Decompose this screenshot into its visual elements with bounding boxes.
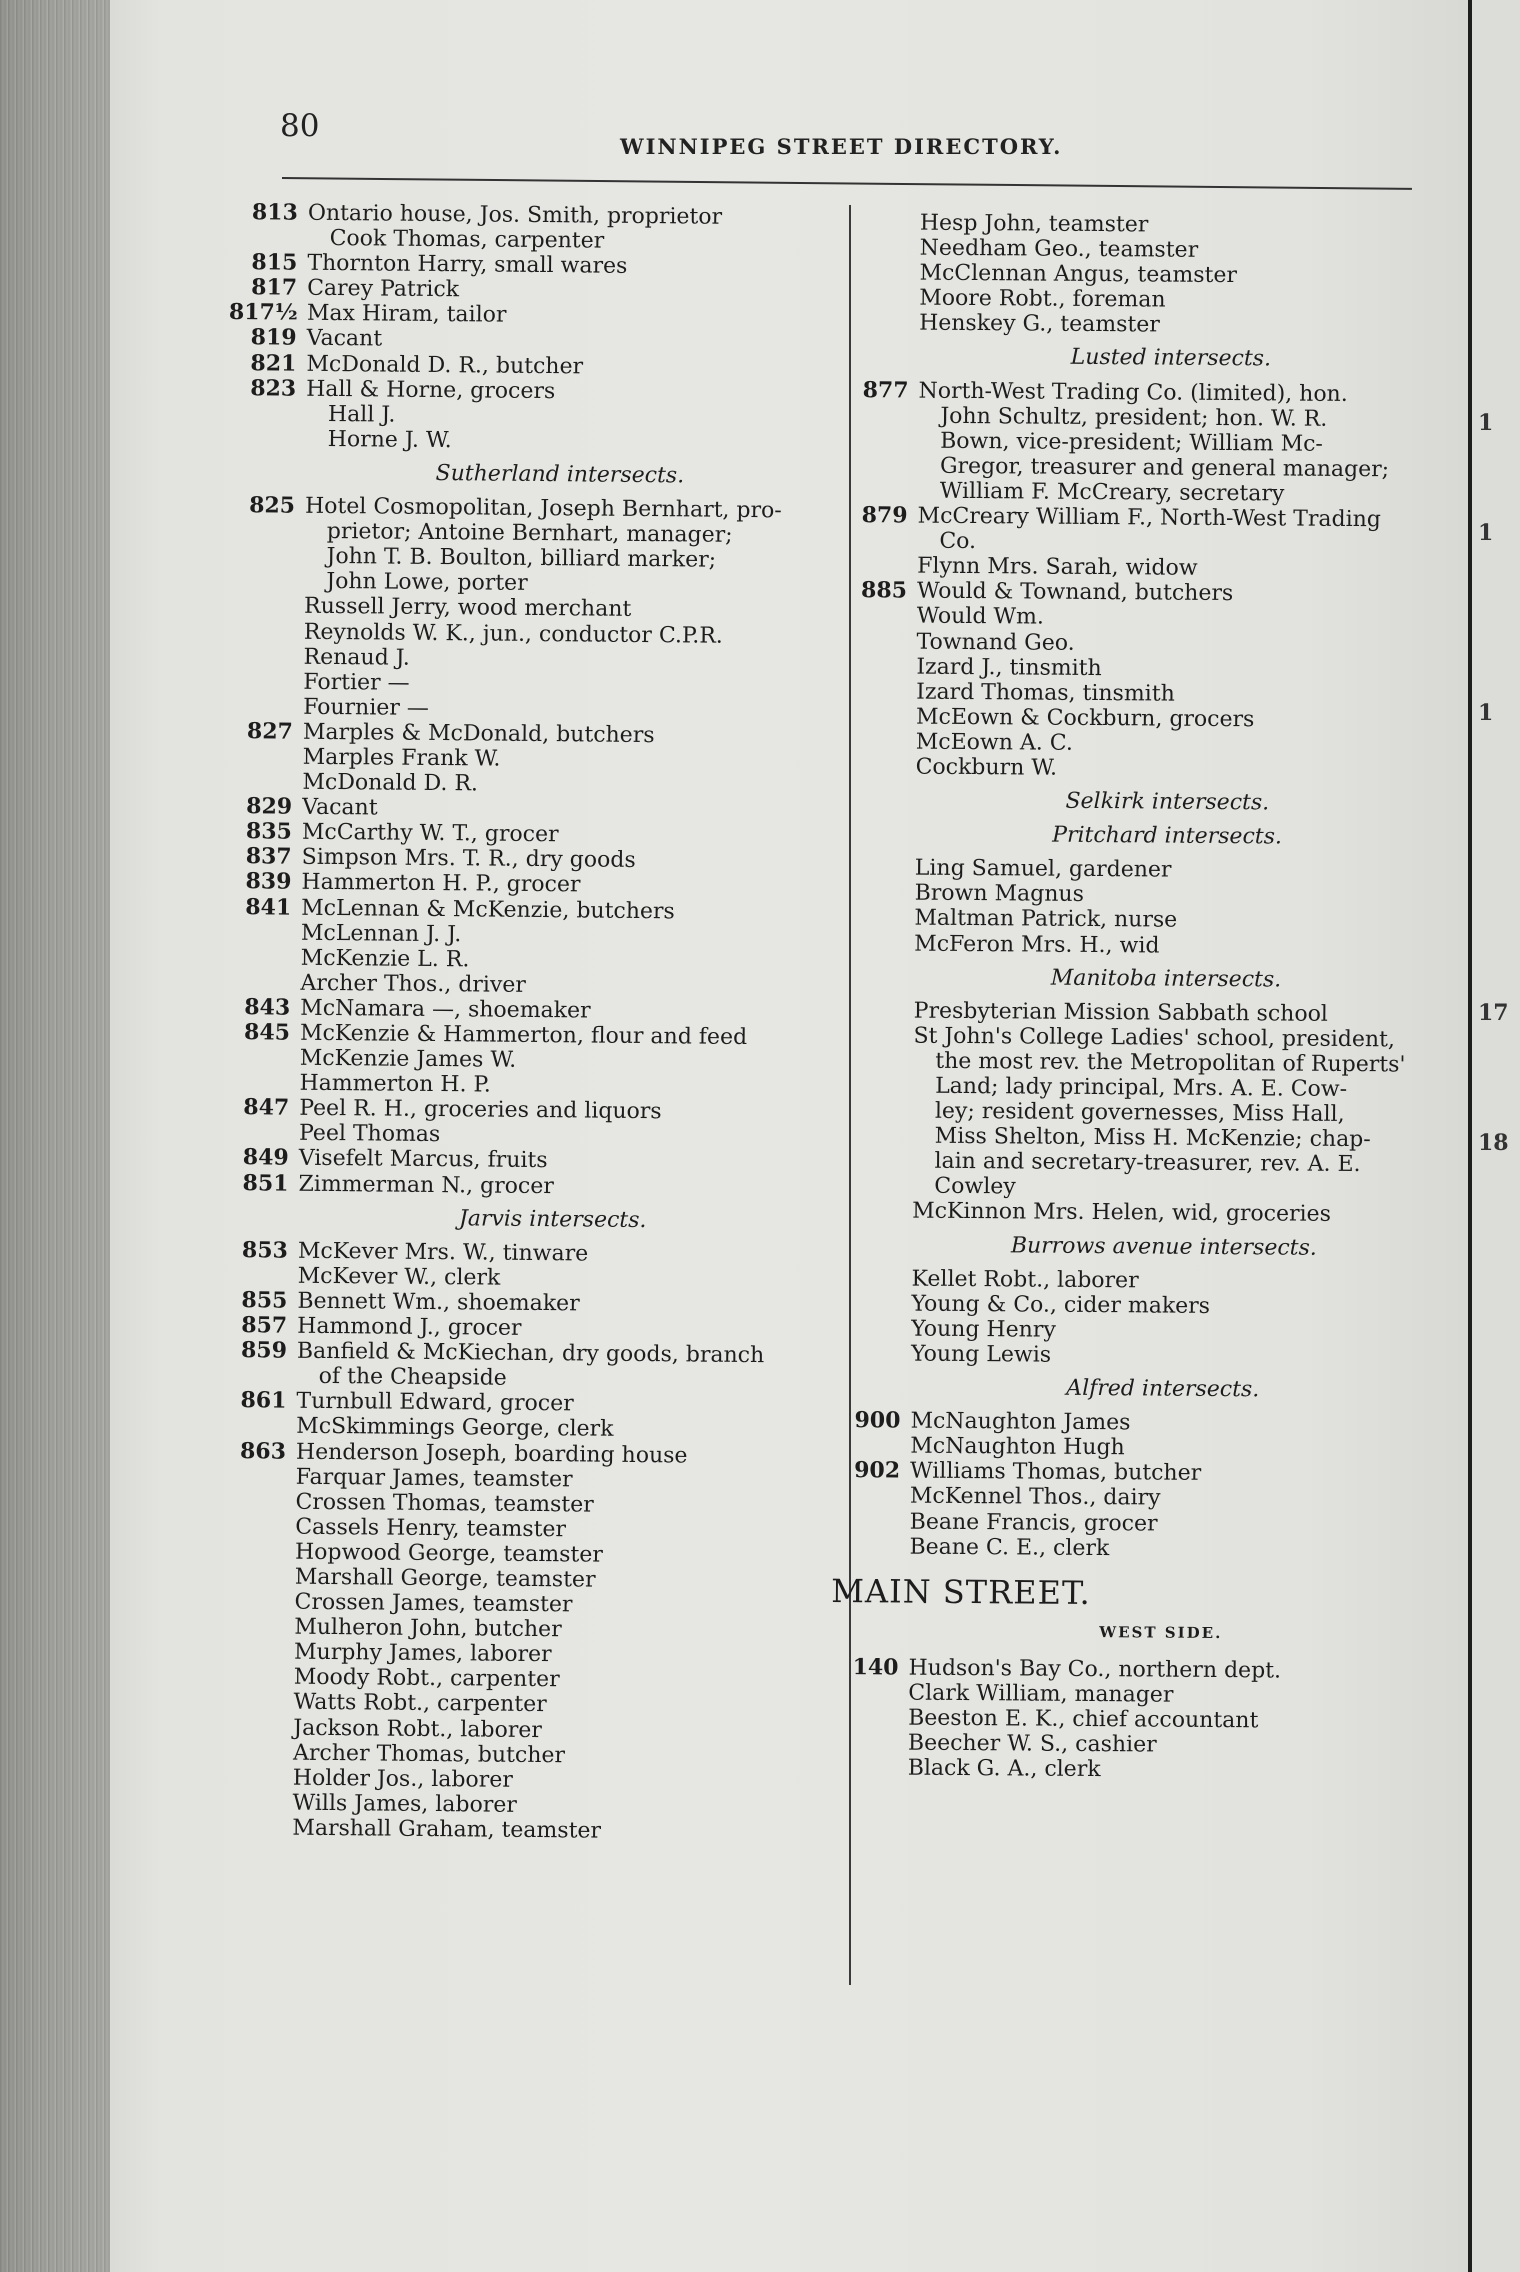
entry-text: Vacant — [306, 326, 383, 352]
book-page-edges — [0, 0, 110, 2272]
entry-text: Cook Thomas, carpenter — [329, 226, 605, 254]
house-number: 902 — [854, 1457, 901, 1484]
house-number — [832, 1508, 910, 1534]
house-number: 879 — [861, 502, 908, 529]
entry-text: McSkimmings George, clerk — [296, 1414, 614, 1443]
house-number: 813 — [251, 199, 299, 226]
entry-text: McLennan & McKenzie, butchers — [301, 895, 675, 924]
house-number — [839, 628, 917, 654]
house-number — [840, 403, 918, 429]
entry-text: Hammerton H. P., grocer — [301, 870, 581, 898]
entry-text: McKenzie James W. — [299, 1045, 517, 1073]
entry-text: Young Lewis — [910, 1341, 1052, 1368]
house-number — [218, 1413, 296, 1439]
house-number — [226, 593, 304, 619]
entry-text: Archer Thomas, butcher — [292, 1740, 566, 1768]
entry-text: Bown, vice-president; William Mc- — [940, 428, 1324, 457]
entry-text: William F. McCreary, secretary — [939, 478, 1285, 507]
house-number — [832, 1483, 910, 1509]
entry-text: McKever W., clerk — [297, 1263, 501, 1291]
entry-text: Henderson Joseph, boarding house — [295, 1439, 688, 1468]
entry-text: McDonald D. R., butcher — [306, 351, 584, 379]
entry-text: Young & Co., cider makers — [911, 1291, 1211, 1319]
house-number — [839, 553, 917, 579]
street-heading: MAIN STREET. — [831, 1571, 1091, 1612]
entry-text: Hudson's Bay Co., northern dept. — [908, 1655, 1282, 1684]
house-number: 861 — [240, 1387, 287, 1414]
entry-text: Cowley — [934, 1174, 1016, 1200]
house-number — [833, 1291, 911, 1317]
house-number — [840, 428, 918, 454]
house-number — [228, 426, 306, 452]
house-number: 825 — [249, 492, 296, 519]
entry-text: Beane C. E., clerk — [909, 1534, 1110, 1561]
directory-entry — [831, 1534, 1431, 1564]
right-column — [830, 210, 1442, 1785]
entry-text: Farquar James, teamster — [295, 1464, 573, 1492]
house-number — [225, 694, 303, 720]
entry-text: prietor; Antoine Bernhart, manager; — [326, 519, 733, 548]
entry-text: Renaud J. — [303, 644, 410, 671]
entry-text: McKennel Thos., dairy — [909, 1483, 1161, 1511]
house-number — [214, 1790, 292, 1816]
cross-street-heading: Selkirk intersects. — [1065, 788, 1270, 816]
entry-text: Crossen Thomas, teamster — [295, 1489, 594, 1518]
cross-street-heading: Manitoba intersects. — [1050, 965, 1282, 993]
house-number — [227, 518, 305, 544]
house-number — [220, 1263, 298, 1289]
entry-text: Turnbull Edward, grocer — [296, 1389, 574, 1417]
entry-text: Moody Robt., carpenter — [293, 1665, 560, 1693]
adjacent-page-edge — [1472, 0, 1520, 2272]
entry-text: Visefelt Marcus, fruits — [298, 1146, 548, 1174]
house-number: 821 — [250, 349, 297, 377]
entry-text: Would & Townand, butchers — [916, 578, 1234, 607]
house-number — [225, 744, 303, 770]
running-head-title: WINNIPEG STREET DIRECTORY. — [620, 134, 1063, 159]
entry-text: Carey Patrick — [307, 276, 460, 303]
left-column — [214, 200, 835, 1846]
entry-text: McFeron Mrs. H., wid — [914, 931, 1160, 959]
house-number — [214, 1815, 292, 1841]
entry-text: Marples Frank W. — [302, 744, 501, 772]
house-number: 853 — [241, 1236, 289, 1264]
entry-text: Fortier — — [303, 669, 410, 696]
house-number — [841, 310, 919, 336]
entry-text: Archer Thos., driver — [300, 970, 526, 998]
house-number — [834, 1266, 912, 1292]
house-number: 829 — [246, 793, 293, 820]
house-number — [835, 1073, 913, 1099]
house-number — [217, 1514, 295, 1540]
house-number: 835 — [245, 818, 293, 845]
house-number — [215, 1740, 293, 1766]
entry-text: Wills James, laborer — [292, 1790, 517, 1818]
cross-street-heading: Burrows avenue intersects. — [1010, 1232, 1317, 1261]
entry-text: Young Henry — [911, 1316, 1056, 1343]
entry-text: Hammond J., grocer — [297, 1313, 522, 1341]
entry-text: Izard Thomas, tinsmith — [916, 679, 1175, 707]
entry-text: Miss Shelton, Miss H. McKenzie; chap- — [934, 1123, 1371, 1153]
house-number: 845 — [243, 1019, 291, 1046]
directory-entry — [214, 1815, 819, 1846]
margin-fragment: 18 — [1478, 1130, 1509, 1156]
entry-text: McNaughton James — [910, 1408, 1131, 1436]
entry-text: Hall J. — [327, 401, 396, 428]
entry-text: Presbyterian Mission Sabbath school — [913, 998, 1329, 1027]
entry-text: Townand Geo. — [916, 629, 1075, 656]
house-number — [230, 225, 308, 251]
entry-text: Beecher W. S., cashier — [907, 1730, 1157, 1758]
margin-fragment: 1 — [1478, 410, 1494, 436]
house-number — [841, 260, 919, 286]
house-number: 885 — [860, 577, 908, 604]
entry-text: McKenzie & Hammerton, flour and feed — [299, 1020, 748, 1051]
entry-text: Jackson Robt., laborer — [293, 1715, 542, 1743]
entry-text: Black G. A., clerk — [907, 1755, 1101, 1783]
margin-fragment: 1 — [1478, 520, 1494, 546]
entry-text: Bennett Wm., shoemaker — [297, 1288, 580, 1317]
house-number: 827 — [246, 718, 294, 745]
directory-entry — [841, 310, 1441, 340]
house-number — [226, 568, 304, 594]
entry-text: St John's College Ladies' school, president, — [913, 1023, 1396, 1053]
entry-text: Fournier — — [303, 694, 429, 721]
house-number: 841 — [245, 893, 292, 921]
house-number — [836, 998, 914, 1024]
house-number — [215, 1765, 293, 1791]
entry-text: Beeston E. K., chief accountant — [908, 1705, 1259, 1734]
house-number — [228, 401, 306, 427]
entry-text: McKinnon Mrs. Helen, wid, groceries — [912, 1199, 1332, 1228]
entry-text: McClennan Angus, teamster — [919, 260, 1238, 289]
directory-entry — [833, 1341, 1433, 1371]
entry-text: Hotel Cosmopolitan, Joseph Bernhart, pro- — [304, 493, 782, 524]
entry-text: Mulheron John, butcher — [294, 1614, 562, 1643]
entry-text: Cockburn W. — [915, 754, 1058, 781]
house-number — [840, 453, 918, 479]
house-number: 859 — [240, 1337, 288, 1364]
entry-text: Hall & Horne, grocers — [306, 376, 556, 404]
house-number — [842, 210, 920, 236]
entry-text: McCreary William F., North-West Trading — [917, 503, 1382, 533]
directory-entry — [228, 426, 833, 457]
entry-text: Murphy James, laborer — [293, 1639, 552, 1668]
entry-text: McNamara —, shoemaker — [300, 995, 591, 1024]
house-number — [837, 880, 915, 906]
margin-fragment: 1 — [1478, 700, 1494, 726]
house-number: 843 — [244, 994, 291, 1021]
house-number — [838, 729, 916, 755]
house-number — [219, 1363, 297, 1389]
entry-text: Williams Thomas, butcher — [909, 1458, 1202, 1487]
entry-text: Ling Samuel, gardener — [914, 855, 1172, 883]
entry-text: Hammerton H. P. — [299, 1070, 491, 1098]
entry-text: the most rev. the Metropolitan of Ruperts' — [935, 1048, 1406, 1078]
house-number — [834, 1173, 912, 1199]
entry-text: Ontario house, Jos. Smith, proprietor — [307, 200, 723, 230]
entry-text: North-West Trading Co. (limited), hon. — [918, 378, 1348, 407]
entry-text: Henskey G., teamster — [919, 310, 1160, 338]
house-number: 855 — [241, 1287, 288, 1314]
entry-text: Vacant — [302, 794, 378, 821]
entry-text: Marshall George, teamster — [294, 1564, 596, 1593]
house-number — [834, 1198, 912, 1224]
house-number — [217, 1564, 295, 1590]
house-number — [217, 1489, 295, 1515]
entry-text: Hesp John, teamster — [919, 210, 1149, 238]
entry-text: Gregor, treasurer and general manager; — [939, 453, 1390, 483]
house-number — [830, 1730, 908, 1756]
entry-text: McDonald D. R. — [302, 769, 479, 797]
page-number: 80 — [280, 108, 320, 144]
house-number — [834, 1148, 912, 1174]
house-number: 877 — [862, 376, 909, 404]
house-number — [838, 654, 916, 680]
entry-text: McEown A. C. — [915, 729, 1073, 756]
house-number — [226, 543, 304, 569]
entry-text: Beane Francis, grocer — [909, 1509, 1158, 1537]
house-number — [222, 1045, 300, 1071]
house-number — [835, 1123, 913, 1149]
entry-text: Crossen James, teamster — [294, 1589, 573, 1618]
directory-entry — [838, 754, 1438, 784]
entry-text: of the Cheapside — [318, 1364, 507, 1391]
house-number — [215, 1689, 293, 1715]
entry-text: Co. — [939, 528, 977, 555]
house-number — [840, 478, 918, 504]
house-number — [836, 931, 914, 957]
entry-text: Land; lady principal, Mrs. A. E. Cow- — [935, 1073, 1348, 1102]
entry-text: Marples & McDonald, butchers — [302, 719, 655, 748]
house-number — [223, 920, 301, 946]
directory-entry — [836, 931, 1436, 961]
cross-street-heading: Alfred intersects. — [1066, 1375, 1260, 1403]
entry-text: Horne J. W. — [327, 426, 452, 453]
house-number: 847 — [243, 1094, 290, 1121]
house-number — [835, 1098, 913, 1124]
house-number — [221, 1070, 299, 1096]
entry-text: John Lowe, porter — [326, 569, 528, 597]
entry-text: Brown Magnus — [914, 880, 1085, 908]
house-number — [835, 1048, 913, 1074]
house-number: 140 — [852, 1654, 899, 1681]
house-number — [221, 1120, 299, 1146]
house-number — [223, 945, 301, 971]
house-number — [837, 855, 915, 881]
directory-entry — [834, 1198, 1434, 1228]
entry-text: Needham Geo., teamster — [919, 235, 1199, 263]
entry-text: Peel R. H., groceries and liquors — [299, 1095, 662, 1125]
entry-text: Max Hiram, tailor — [306, 301, 507, 329]
entry-text: ley; resident governesses, Miss Hall, — [934, 1098, 1345, 1128]
house-number — [831, 1534, 909, 1560]
house-number — [222, 970, 300, 996]
house-number — [830, 1755, 908, 1781]
entry-text: Russell Jerry, wood merchant — [303, 594, 632, 623]
house-number — [216, 1639, 294, 1665]
house-number — [218, 1464, 296, 1490]
entry-text: McKenzie L. R. — [300, 945, 470, 973]
house-number: 815 — [251, 249, 298, 276]
cross-street-heading: Lusted intersects. — [1070, 345, 1272, 372]
house-number — [839, 603, 917, 629]
house-number — [838, 704, 916, 730]
house-number — [226, 644, 304, 670]
entry-text: Kellet Robt., laborer — [911, 1266, 1139, 1294]
house-number: 851 — [242, 1169, 289, 1197]
house-number: 857 — [241, 1312, 288, 1339]
header-rule — [282, 177, 1412, 190]
house-number: 863 — [239, 1437, 287, 1465]
house-number: 823 — [250, 374, 297, 402]
house-number — [841, 285, 919, 311]
directory-entry — [830, 1755, 1430, 1785]
cross-street-heading: Jarvis intersects. — [458, 1205, 647, 1233]
house-number — [838, 679, 916, 705]
house-number — [833, 1316, 911, 1342]
house-number — [830, 1680, 908, 1706]
house-number: 839 — [245, 868, 292, 896]
entry-text: Watts Robt., carpenter — [293, 1690, 547, 1718]
house-number — [217, 1539, 295, 1565]
house-number — [830, 1705, 908, 1731]
entry-text: McCarthy W. T., grocer — [301, 819, 559, 848]
house-number — [225, 669, 303, 695]
house-number — [835, 1023, 913, 1049]
directory-entry — [220, 1171, 825, 1202]
entry-text: Simpson Mrs. T. R., dry goods — [301, 845, 636, 874]
entry-text: John T. B. Boulton, billiard marker; — [326, 544, 717, 573]
entry-text: Peel Thomas — [298, 1121, 441, 1148]
entry-text: Moore Robt., foreman — [919, 285, 1166, 313]
house-number — [215, 1714, 293, 1740]
entry-text: McNaughton Hugh — [910, 1433, 1125, 1461]
entry-text: Banfield & McKiechan, dry goods, branch — [296, 1338, 765, 1369]
entry-text: Reynolds W. K., jun., conductor C.P.R. — [303, 619, 723, 649]
house-number — [216, 1614, 294, 1640]
entry-text: Would Wm. — [916, 604, 1045, 631]
house-number — [224, 769, 302, 795]
house-number — [842, 235, 920, 261]
street-side-heading: WEST SIDE. — [1099, 1622, 1223, 1642]
house-number — [833, 1341, 911, 1367]
house-number: 817 — [251, 274, 298, 301]
entry-text: McKever Mrs. W., tinware — [297, 1238, 589, 1267]
entry-text: Holder Jos., laborer — [292, 1765, 513, 1793]
entry-text: Clark William, manager — [908, 1680, 1174, 1708]
house-number — [226, 618, 304, 644]
house-number: 900 — [854, 1407, 901, 1434]
entry-text: Maltman Patrick, nurse — [914, 906, 1178, 934]
entry-text: Izard J., tinsmith — [916, 654, 1102, 681]
entry-text: Marshall Graham, teamster — [292, 1815, 602, 1844]
entry-text: Cassels Henry, teamster — [295, 1514, 567, 1543]
entry-text: lain and secretary-treasurer, rev. A. E. — [934, 1149, 1361, 1178]
entry-text: Zimmerman N., grocer — [298, 1171, 554, 1199]
house-number — [839, 528, 917, 554]
house-number: 849 — [242, 1144, 289, 1172]
house-number — [216, 1664, 294, 1690]
cross-street-heading: Pritchard intersects. — [1052, 822, 1283, 850]
entry-text: John Schultz, president; hon. W. R. — [940, 403, 1328, 432]
entry-text: McEown & Cockburn, grocers — [915, 704, 1255, 733]
house-number — [216, 1589, 294, 1615]
cross-street-heading: Sutherland intersects. — [435, 460, 685, 489]
house-number: 837 — [245, 843, 292, 870]
house-number — [836, 905, 914, 931]
house-number: 819 — [250, 324, 297, 352]
entry-text: Thornton Harry, small wares — [307, 250, 628, 280]
entry-text: McLennan J. J. — [300, 920, 462, 947]
entry-text: Flynn Mrs. Sarah, widow — [917, 553, 1198, 582]
house-number: 817½ — [228, 299, 298, 327]
margin-fragment: 17 — [1478, 1000, 1509, 1026]
house-number — [838, 754, 916, 780]
house-number — [832, 1433, 910, 1459]
entry-text: Hopwood George, teamster — [294, 1539, 604, 1568]
